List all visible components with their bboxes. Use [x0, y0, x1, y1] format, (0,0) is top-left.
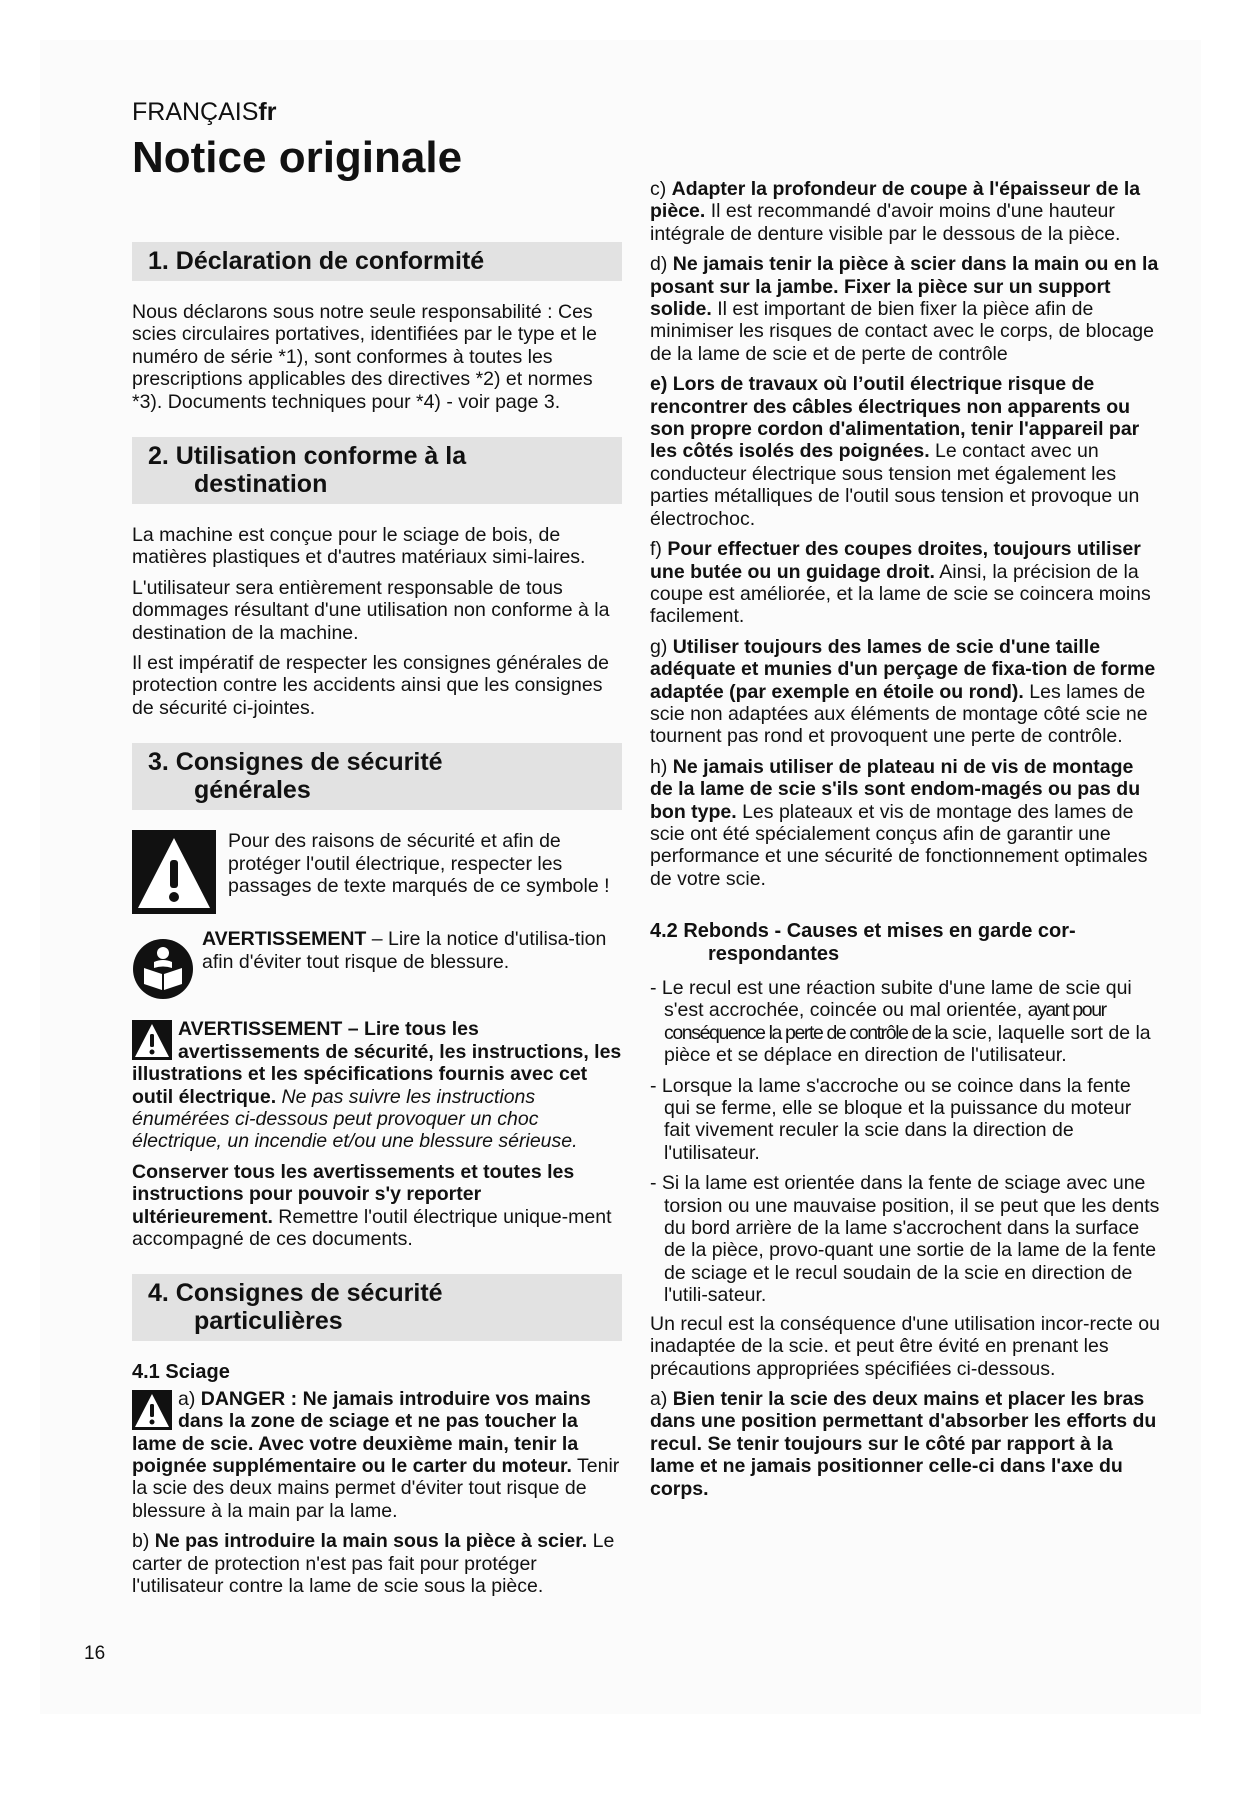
item-g-rest: Les lames de scie non adaptées aux éléments de montage côté scie ne tournent pas rond et provoquent une perte de contrôle.	[650, 680, 1148, 748]
warning-triangle-icon	[132, 1020, 172, 1060]
item-e-rest: Le contact avec un conducteur électrique sous tension met également les parties métalliques de l'outil sous tension et provoque un électrochoc.	[650, 440, 1140, 530]
subsection-4-2-title-line2: respondantes	[708, 942, 840, 965]
language-name: FRANÇAIS	[132, 98, 259, 126]
item-b-bold: Ne pas introduire la main sous la pièce à scier.	[154, 1530, 588, 1553]
section-4-heading-line1: 4. Consignes de sécurité	[148, 1279, 443, 1308]
kickback-cause-1-a: - Le recul est une réaction subite d'une lame de scie qui s'est accrochée, coincée ou mal orientée,	[650, 977, 1132, 1022]
s1-paragraph: Nous déclarons sous notre seule responsabilité : Ces scies circulaires portatives, identifiées par le type et le numéro de série *1), sont conformes à toutes les prescriptions applicables des directives *2) et normes *3). Documents techniques pour *4) - voir page 3.	[132, 301, 597, 413]
section-4-heading	[132, 1274, 622, 1341]
item-a2-bold: Bien tenir la scie des deux mains et placer les bras dans une position permettant d'absorber les efforts du recul. Se tenir toujours sur le côté par rapport à la lame et ne jamais positionner celle-ci dans l'axe du corps.	[650, 1387, 1157, 1500]
kickback-cause-2: - Lorsque la lame s'accroche ou se coince dans la fente qui se ferme, elle se bloque et la puissance du moteur fait vivement reculer la scie dans la direction de l'utilisateur.	[650, 1074, 1132, 1164]
general-warning-italic: Ne pas suivre les instructions énumérées ci-dessous peut provoquer un choc électrique, un incendie et/ou une blessure sérieuse.	[132, 1085, 578, 1153]
item-d-rest: Il est important de bien fixer la pièce afin de minimiser les risques de contact avec le corps, de blocage de la lame de scie et de perte de contrôle	[650, 298, 1154, 365]
kickback-cause-1-b: ayant pour conséquence la perte de contrôle de la	[664, 999, 1106, 1044]
section-2-heading	[132, 437, 622, 504]
section-3-heading-line1: 3. Consignes de sécurité	[148, 748, 443, 777]
right-column	[650, 178, 1160, 1508]
item-f	[650, 538, 1160, 628]
item-h	[650, 756, 1160, 890]
item-d-prefix: d)	[650, 253, 673, 276]
item-b-rest: Le carter de protection n'est pas fait pour protéger l'utilisateur contre la lame de scie sous la pièce.	[132, 1530, 615, 1597]
general-warning-bold: AVERTISSEMENT – Lire tous les avertissements de sécurité, les instructions, les illustrations et les spécifications fournis avec cet outil électrique.	[132, 1018, 622, 1108]
item-e	[650, 373, 1160, 530]
item-d-bold: Ne jamais tenir la pièce à scier dans la main ou en la posant sur la jambe. Fixer la pièce sur un support solide.	[650, 253, 1159, 321]
item-f-rest: Ainsi, la précision de la coupe est améliorée, et la lame de scie se coincera moins facilement.	[650, 560, 1151, 628]
item-f-prefix: f)	[650, 538, 668, 561]
item-c	[650, 178, 1160, 245]
item-a-rest: Tenir la scie des deux mains permet d'éviter tout risque de blessure à la main par la lame.	[132, 1454, 620, 1522]
s2-paragraph-3: Il est impératif de respecter les consignes générales de protection contre les accidents ainsi que les consignes de sécurité ci-jointes.	[132, 652, 609, 719]
item-c-rest: Il est recommandé d'avoir moins d'une hauteur intégrale de denture visible par le dessous de la pièce.	[650, 200, 1121, 245]
item-g-prefix: g)	[650, 635, 673, 658]
keep-instructions-paragraph	[132, 1161, 622, 1251]
keep-instructions-rest: Remettre l'outil électrique unique-ment accompagné de ces documents.	[132, 1205, 612, 1250]
item-e-bold: e) Lors de travaux où l’outil électrique risque de rencontrer des câbles électriques non apparents ou son propre cordon d'alimentation, tenir l'appareil par les côtés isolés des poignées.	[650, 373, 1140, 463]
section-1-heading: 1. Déclaration de conformité	[132, 242, 622, 281]
kickback-summary: Un recul est la conséquence d'une utilisation incor-recte ou inadaptée de la scie. et peut être évité en prenant les précautions appropriées spécifiées ci-dessous.	[650, 1312, 1160, 1380]
item-g-bold: Utiliser toujours des lames de scie d'une taille adéquate et munies d'un perçage de fixa-tion de forme adaptée (par exemple en étoile ou rond).	[650, 635, 1156, 703]
s2-paragraph-2: L'utilisateur sera entièrement responsable de tous dommages résultant d'une utilisation non conforme à la destination de la machine.	[132, 576, 610, 644]
item-h-bold: Ne jamais utiliser de plateau ni de vis de montage de la lame de scie s'ils sont endom-magés ou pas du bon type.	[650, 755, 1141, 823]
subsection-4-1-title: 4.1 Sciage	[132, 1361, 230, 1384]
warning-triangle-icon	[132, 1390, 172, 1430]
page-title: Notice originale	[132, 133, 463, 182]
section-2-heading-line2: destination	[194, 470, 328, 499]
read-manual-text	[202, 928, 622, 973]
read-manual-rest: – Lire la notice d'utilisa-tion afin d'éviter tout risque de blessure.	[202, 928, 607, 973]
item-b-prefix: b)	[132, 1530, 155, 1553]
s2-paragraph-1: La machine est conçue pour le sciage de bois, de matières plastiques et d'autres matériaux simi-laires.	[132, 524, 586, 569]
page-number: 16	[84, 1643, 106, 1664]
item-a2	[650, 1388, 1160, 1500]
page	[40, 40, 1201, 1714]
general-warning-paragraph	[132, 1018, 622, 1152]
subsection-4-2-title-line1: 4.2 Rebonds - Causes et mises en garde cor-	[650, 920, 1076, 943]
left-column	[132, 200, 622, 1605]
section-2-heading-line1: 2. Utilisation conforme à la	[148, 442, 467, 471]
language-code: fr	[258, 98, 277, 126]
item-a-danger	[132, 1388, 622, 1522]
item-a-prefix: a)	[178, 1387, 201, 1410]
section-3-heading	[132, 743, 622, 810]
read-manual-row	[132, 928, 622, 1000]
read-manual-icon	[132, 938, 194, 1000]
item-c-prefix: c)	[650, 178, 672, 200]
language-label	[132, 98, 276, 127]
subsection-4-2-title	[650, 920, 1160, 965]
kickback-cause-1-c: scie, laquelle sort de la pièce et se déplace en direction de l'utilisateur.	[664, 1021, 1151, 1067]
item-a2-prefix: a)	[650, 1387, 673, 1410]
item-d	[650, 253, 1160, 365]
kickback-cause-1	[650, 977, 1160, 1067]
item-f-bold: Pour effectuer des coupes droites, toujours utiliser une butée ou un guidage droit.	[650, 538, 1141, 583]
item-g	[650, 636, 1160, 748]
warning-symbol-row	[132, 830, 622, 914]
warning-triangle-icon	[132, 830, 216, 914]
item-h-rest: Les plateaux et vis de montage des lames de scie ont été spécialement conçus afin de garantir une performance et une sécurité de fonctionnement optimales de votre scie.	[650, 800, 1148, 890]
item-b	[132, 1530, 622, 1597]
item-a-bold: DANGER : Ne jamais introduire vos mains dans la zone de sciage et ne pas toucher la lame de scie. Avec votre deuxième main, tenir la poignée supplémentaire ou le carter du moteur.	[132, 1387, 591, 1477]
kickback-cause-3: - Si la lame est orientée dans la fente de sciage avec une torsion ou une mauvaise position, il se peut que les dents du bord arrière de la lame s'accrochent dans la surface de la pièce, provo-quant une sortie de la lame de la fente de sciage et le recul soudain de la scie en direction de l'utili-sateur.	[650, 1172, 1160, 1307]
section-3-heading-line2: générales	[194, 776, 311, 805]
read-manual-bold: AVERTISSEMENT	[202, 928, 367, 951]
keep-instructions-bold: Conserver tous les avertissements et toutes les instructions pour pouvoir s'y reporter ultérieurement.	[132, 1160, 575, 1228]
section-4-heading-line2: particulières	[194, 1307, 343, 1336]
warning-symbol-text: Pour des raisons de sécurité et afin de protéger l'outil électrique, respecter les passages de texte marqués de ce symbole !	[228, 830, 610, 898]
item-h-prefix: h)	[650, 755, 673, 778]
item-c-bold: Adapter la profondeur de coupe à l'épaisseur de la pièce.	[650, 178, 1141, 223]
